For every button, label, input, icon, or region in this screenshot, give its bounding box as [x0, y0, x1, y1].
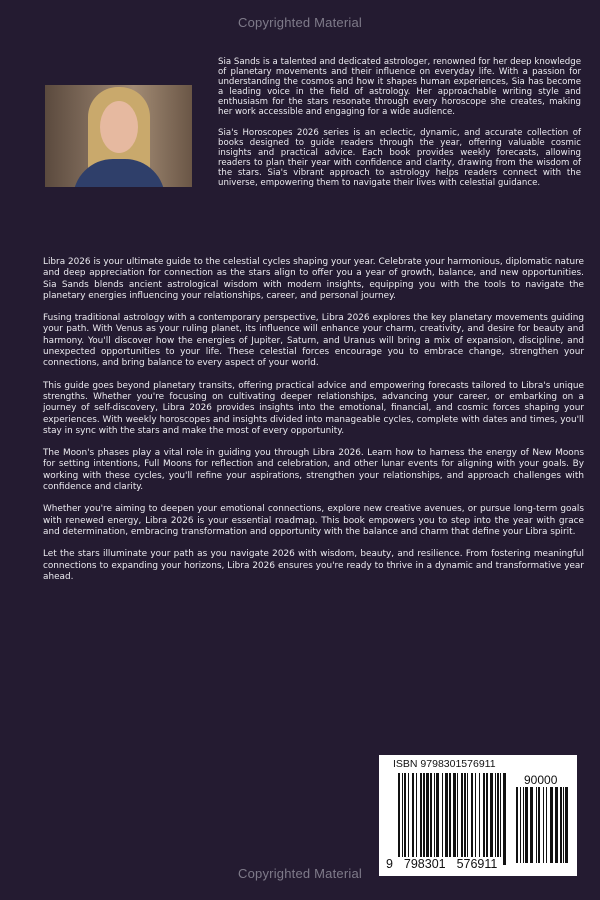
barcode-bar [500, 773, 501, 865]
barcode-bar [445, 773, 448, 865]
barcode-bar [457, 773, 458, 865]
barcode-bar [423, 773, 425, 865]
barcode-bar [538, 787, 540, 863]
barcode-bar [475, 773, 476, 865]
barcode-bar [426, 773, 429, 865]
description-paragraph: Let the stars illuminate your path as you navigate 2026 with wisdom, beauty, and resilience. From fostering meaningful connections to expanding your horizons, Libra 2026 ensures you're ready to thrive in a dynamic and transformative year ahead. [43, 549, 584, 582]
barcode-bar [503, 773, 506, 865]
barcode-bars-addon [516, 787, 571, 863]
barcode-bar [416, 773, 417, 865]
description-paragraph: The Moon's phases play a vital role in guiding you through Libra 2026. Learn how to harness the energy of New Moons for setting intentions, Full Moons for reflection and celebration, and other lunar events for aligning with your goals. By working with these cycles, you'll refine your aspirations, strengthen your relationships, and approach challenges with confidence and clarity. [43, 448, 584, 493]
barcode-bar [412, 773, 414, 865]
barcode-bar [449, 773, 451, 865]
barcode-bar [420, 773, 422, 865]
barcode-bar [520, 787, 521, 863]
barcode-digit-first: 9 [386, 857, 393, 871]
description-paragraph: Libra 2026 is your ultimate guide to the celestial cycles shaping your year. Celebrate your harmonious, diplomatic nature and deep appreciation for connection as the stars align to offer you a year of growth, balance, and new opportunities. Sia Sands blends ancient astrological wisdom with modern insights, equipping you with the tools to navigate the planetary energies influencing your relationships, career, and personal journey. [43, 257, 584, 301]
barcode-bar [530, 787, 533, 863]
barcode-bar [404, 773, 406, 865]
barcode-bar [560, 787, 562, 863]
author-photo [45, 85, 192, 187]
copyright-watermark-top: Copyrighted Material [238, 15, 362, 30]
isbn-label: ISBN 9798301576911 [393, 758, 496, 770]
barcode-bar [467, 773, 468, 865]
barcode-bar [523, 787, 524, 863]
description-paragraph: Fusing traditional astrology with a contemporary perspective, Libra 2026 explores the key planetary movements guiding your path. With Venus as your ruling planet, its influence will enhance your charm, creativity, and desire for beauty and harmony. You'll discover how the energies of Jupiter, Saturn, and Uranus will bring a mix of expansion, discipline, and unexpected opportunities to your life. These celestial forces encourage you to embrace change, strengthen your connections, and bring balance to every aspect of your world. [43, 313, 584, 369]
barcode-bar [479, 773, 480, 865]
price-code: 90000 [524, 773, 558, 787]
barcode-bar [486, 773, 488, 865]
barcode-digit-group: 798301 [403, 857, 446, 871]
barcode-bar [453, 773, 456, 865]
barcode-bar [563, 787, 564, 863]
barcode-digit-group: 576911 [456, 857, 498, 871]
barcode-bar [543, 787, 544, 863]
book-description [43, 257, 584, 594]
barcode-bars-main [398, 773, 506, 865]
barcode-bar [536, 787, 537, 863]
barcode-bar [495, 773, 496, 865]
barcode-bar [555, 787, 558, 863]
barcode-bar [550, 787, 553, 863]
barcode-bar [471, 773, 473, 865]
barcode-bar [546, 787, 547, 863]
barcode-bar [442, 773, 443, 865]
barcode-bar [461, 773, 463, 865]
barcode-bar [464, 773, 466, 865]
barcode-bar [398, 773, 400, 865]
barcode-bar [525, 787, 528, 863]
barcode-bar [436, 773, 439, 865]
barcode-bar [497, 773, 499, 865]
copyright-watermark-bottom: Copyrighted Material [238, 866, 362, 881]
barcode-bar [490, 773, 493, 865]
description-paragraph: This guide goes beyond planetary transits, offering practical advice and empowering forecasts tailored to Libra's unique strengths. Whether you're focusing on cultivating deeper relationships, advancing your career, or embarking on a journey of self-discovery, Libra 2026 provides insights into the emotional, financial, and cosmic forces shaping your experiences. With weekly horoscopes and insights divided into manageable cycles, complete with dates and times, you'll stay in sync with the stars and make the most of every opportunity. [43, 380, 584, 436]
barcode-bar [516, 787, 518, 863]
bio-paragraph: Sia Sands is a talented and dedicated astrologer, renowned for her deep knowledge of planetary movements and their influence on everyday life. With a passion for understanding the cosmos and how it shapes human experiences, Sia has become a leading voice in the field of astrology. Her approachable writing style and enthusiasm for the stars resonate through every horoscope she creates, making her work accessible and engaging for a wide audience. [218, 57, 581, 118]
barcode-bar [430, 773, 432, 865]
author-bio [218, 57, 581, 198]
barcode-bar [402, 773, 403, 865]
barcode-bar [483, 773, 485, 865]
barcode-bar [565, 787, 568, 863]
isbn-barcode [379, 755, 577, 876]
barcode-bar [434, 773, 435, 865]
description-paragraph: Whether you're aiming to deepen your emotional connections, explore new creative avenues, or pursue long-term goals with renewed energy, Libra 2026 is your essential roadmap. This book empowers you to step into the year with grace and determination, embracing transformation and opportunity with the balance and charm that define your Libra spirit. [43, 504, 584, 537]
bio-paragraph: Sia's Horoscopes 2026 series is an eclectic, dynamic, and accurate collection of books designed to guide readers through the year, offering valuable cosmic insights and practical advice. Each book provides weekly forecasts, allowing readers to plan their year with confidence and clarity, drawing from the wisdom of the stars. Sia's vibrant approach to astrology helps readers connect with the universe, empowering them to navigate their lives with celestial guidance. [218, 127, 581, 189]
barcode-bar [408, 773, 409, 865]
